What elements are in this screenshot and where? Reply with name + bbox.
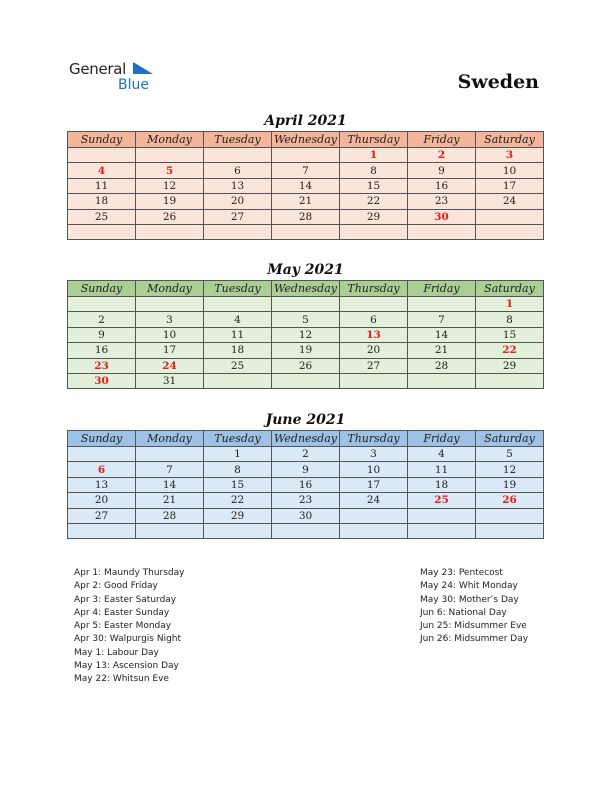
day-cell <box>68 523 136 538</box>
day-cell: 1 <box>204 447 272 462</box>
holiday-notes-left <box>74 567 185 687</box>
day-cell: 3 <box>476 148 544 163</box>
day-cell: 31 <box>136 373 204 388</box>
day-cell: 30 <box>68 373 136 388</box>
day-cell: 18 <box>68 194 136 209</box>
month-title: May 2021 <box>267 262 344 278</box>
day-cell: 19 <box>272 343 340 358</box>
day-cell <box>204 373 272 388</box>
day-cell: 25 <box>204 358 272 373</box>
day-cell: 2 <box>408 148 476 163</box>
day-cell: 12 <box>136 178 204 193</box>
logo-text-general: General <box>69 60 127 78</box>
month-title: April 2021 <box>264 113 347 129</box>
day-cell <box>272 224 340 239</box>
day-cell: 25 <box>408 493 476 508</box>
day-cell: 20 <box>204 194 272 209</box>
day-cell <box>340 508 408 523</box>
day-cell: 10 <box>136 327 204 342</box>
day-cell <box>408 523 476 538</box>
weekday-header: Thursday <box>340 431 408 447</box>
day-cell: 21 <box>272 194 340 209</box>
day-cell: 8 <box>204 462 272 477</box>
day-cell: 20 <box>340 343 408 358</box>
week-row <box>68 178 544 193</box>
holiday-note: Jun 26: Midsummer Day <box>420 634 529 645</box>
holiday-note: May 24: Whit Monday <box>420 581 518 592</box>
holiday-note: Apr 1: Maundy Thursday <box>74 568 185 578</box>
month-table <box>67 430 544 539</box>
day-cell <box>68 224 136 239</box>
day-cell <box>340 373 408 388</box>
holiday-note: Apr 4: Easter Sunday <box>74 607 170 618</box>
day-cell: 5 <box>476 447 544 462</box>
week-row <box>68 462 544 477</box>
day-cell: 19 <box>476 477 544 492</box>
day-cell: 7 <box>136 462 204 477</box>
day-cell <box>408 224 476 239</box>
week-row <box>68 508 544 523</box>
day-cell: 19 <box>136 194 204 209</box>
day-cell: 9 <box>408 163 476 178</box>
day-cell: 15 <box>476 327 544 342</box>
day-cell: 11 <box>204 327 272 342</box>
day-cell: 4 <box>204 312 272 327</box>
day-cell: 26 <box>136 209 204 224</box>
day-cell: 12 <box>476 462 544 477</box>
day-cell: 13 <box>204 178 272 193</box>
day-cell: 22 <box>340 194 408 209</box>
day-cell: 3 <box>136 312 204 327</box>
holiday-note: Jun 25: Midsummer Eve <box>420 621 527 632</box>
weekday-header: Tuesday <box>204 431 272 447</box>
day-cell <box>204 297 272 312</box>
day-cell <box>476 224 544 239</box>
day-cell: 27 <box>204 209 272 224</box>
day-cell <box>136 523 204 538</box>
day-cell: 18 <box>204 343 272 358</box>
weekday-header: Saturday <box>476 431 544 447</box>
day-cell: 14 <box>136 477 204 492</box>
day-cell: 21 <box>408 343 476 358</box>
week-row <box>68 148 544 163</box>
weekday-header: Friday <box>408 431 476 447</box>
day-cell: 22 <box>204 493 272 508</box>
day-cell: 1 <box>476 297 544 312</box>
weekday-header: Saturday <box>476 281 544 297</box>
day-cell: 24 <box>136 358 204 373</box>
day-cell: 27 <box>340 358 408 373</box>
day-cell: 29 <box>204 508 272 523</box>
day-cell <box>136 297 204 312</box>
day-cell: 16 <box>272 477 340 492</box>
day-cell: 10 <box>340 462 408 477</box>
day-cell: 10 <box>476 163 544 178</box>
day-cell: 16 <box>408 178 476 193</box>
weekday-header: Sunday <box>68 132 136 148</box>
day-cell: 11 <box>68 178 136 193</box>
day-cell: 5 <box>272 312 340 327</box>
weekday-header: Wednesday <box>272 281 340 297</box>
day-cell: 28 <box>136 508 204 523</box>
day-cell <box>204 224 272 239</box>
weekday-header: Thursday <box>340 132 408 148</box>
month-calendar-apr <box>67 111 544 240</box>
weekday-header: Wednesday <box>272 431 340 447</box>
day-cell: 21 <box>136 493 204 508</box>
day-cell: 9 <box>68 327 136 342</box>
holiday-note: Jun 6: National Day <box>420 607 507 618</box>
month-calendar-jun <box>67 410 544 539</box>
day-cell <box>272 373 340 388</box>
holiday-note: May 13: Ascension Day <box>74 661 179 672</box>
day-cell: 8 <box>476 312 544 327</box>
day-cell: 1 <box>340 148 408 163</box>
day-cell: 23 <box>408 194 476 209</box>
day-cell: 24 <box>340 493 408 508</box>
day-cell: 20 <box>68 493 136 508</box>
week-row <box>68 209 544 224</box>
week-row <box>68 447 544 462</box>
day-cell: 2 <box>68 312 136 327</box>
day-cell <box>136 224 204 239</box>
day-cell: 2 <box>272 447 340 462</box>
day-cell <box>408 373 476 388</box>
day-cell: 15 <box>204 477 272 492</box>
day-cell <box>476 373 544 388</box>
weekday-header: Monday <box>136 431 204 447</box>
day-cell <box>204 148 272 163</box>
day-cell: 7 <box>272 163 340 178</box>
day-cell <box>272 523 340 538</box>
day-cell: 6 <box>68 462 136 477</box>
holiday-note: Apr 3: Easter Saturday <box>74 594 177 605</box>
weekday-header: Tuesday <box>204 281 272 297</box>
day-cell: 14 <box>272 178 340 193</box>
weekday-header: Thursday <box>340 281 408 297</box>
month-title: June 2021 <box>265 412 346 428</box>
holiday-note: May 30: Mother’s Day <box>420 594 519 605</box>
day-cell: 23 <box>272 493 340 508</box>
day-cell: 3 <box>340 447 408 462</box>
day-cell: 18 <box>408 477 476 492</box>
day-cell: 16 <box>68 343 136 358</box>
day-cell <box>136 148 204 163</box>
weekday-header: Saturday <box>476 132 544 148</box>
day-cell <box>136 447 204 462</box>
weekday-header: Friday <box>408 132 476 148</box>
day-cell: 11 <box>408 462 476 477</box>
day-cell: 13 <box>340 327 408 342</box>
day-cell: 6 <box>204 163 272 178</box>
week-row <box>68 493 544 508</box>
day-cell: 17 <box>136 343 204 358</box>
logo-text-blue: Blue <box>118 77 149 93</box>
logo-triangle-icon <box>133 62 155 76</box>
day-cell <box>476 209 544 224</box>
day-cell <box>272 148 340 163</box>
day-cell: 17 <box>340 477 408 492</box>
holiday-note: Apr 2: Good Friday <box>74 581 158 592</box>
month-calendar-may <box>67 260 544 389</box>
day-cell: 14 <box>408 327 476 342</box>
day-cell <box>408 297 476 312</box>
day-cell: 29 <box>340 209 408 224</box>
day-cell: 30 <box>408 209 476 224</box>
month-table <box>67 280 544 389</box>
day-cell <box>68 297 136 312</box>
day-cell: 23 <box>68 358 136 373</box>
weekday-header: Monday <box>136 281 204 297</box>
day-cell <box>68 148 136 163</box>
day-cell: 17 <box>476 178 544 193</box>
day-cell <box>476 508 544 523</box>
holiday-note: May 22: Whitsun Eve <box>74 674 169 685</box>
day-cell <box>340 523 408 538</box>
day-cell: 30 <box>272 508 340 523</box>
day-cell: 12 <box>272 327 340 342</box>
day-cell: 26 <box>272 358 340 373</box>
day-cell: 13 <box>68 477 136 492</box>
weekday-header: Monday <box>136 132 204 148</box>
day-cell <box>68 447 136 462</box>
month-table <box>67 131 544 240</box>
holiday-notes-right <box>420 567 528 647</box>
day-cell: 26 <box>476 493 544 508</box>
day-cell <box>476 523 544 538</box>
holiday-note: May 1: Labour Day <box>74 647 159 658</box>
day-cell: 4 <box>408 447 476 462</box>
day-cell: 4 <box>68 163 136 178</box>
week-row <box>68 163 544 178</box>
holiday-note: May 23: Pentecost <box>420 568 503 578</box>
week-row <box>68 373 544 388</box>
week-row <box>68 327 544 342</box>
day-cell: 25 <box>68 209 136 224</box>
day-cell <box>340 224 408 239</box>
day-cell: 6 <box>340 312 408 327</box>
week-row <box>68 477 544 492</box>
day-cell <box>272 297 340 312</box>
day-cell: 22 <box>476 343 544 358</box>
day-cell: 15 <box>340 178 408 193</box>
day-cell <box>340 297 408 312</box>
day-cell: 28 <box>408 358 476 373</box>
day-cell: 8 <box>340 163 408 178</box>
week-row <box>68 358 544 373</box>
weekday-header: Wednesday <box>272 132 340 148</box>
day-cell: 7 <box>408 312 476 327</box>
logo <box>69 60 159 96</box>
day-cell <box>204 523 272 538</box>
day-cell: 28 <box>272 209 340 224</box>
week-row <box>68 297 544 312</box>
day-cell: 9 <box>272 462 340 477</box>
day-cell: 29 <box>476 358 544 373</box>
weekday-header: Sunday <box>68 431 136 447</box>
week-row <box>68 523 544 538</box>
day-cell: 24 <box>476 194 544 209</box>
day-cell: 5 <box>136 163 204 178</box>
holiday-note: Apr 5: Easter Monday <box>74 621 172 632</box>
week-row <box>68 224 544 239</box>
day-cell: 27 <box>68 508 136 523</box>
weekday-header: Friday <box>408 281 476 297</box>
week-row <box>68 343 544 358</box>
weekday-header: Sunday <box>68 281 136 297</box>
weekday-header: Tuesday <box>204 132 272 148</box>
country-title: Sweden <box>457 71 539 93</box>
week-row <box>68 312 544 327</box>
week-row <box>68 194 544 209</box>
holiday-note: Apr 30: Walpurgis Night <box>74 634 182 645</box>
day-cell <box>408 508 476 523</box>
